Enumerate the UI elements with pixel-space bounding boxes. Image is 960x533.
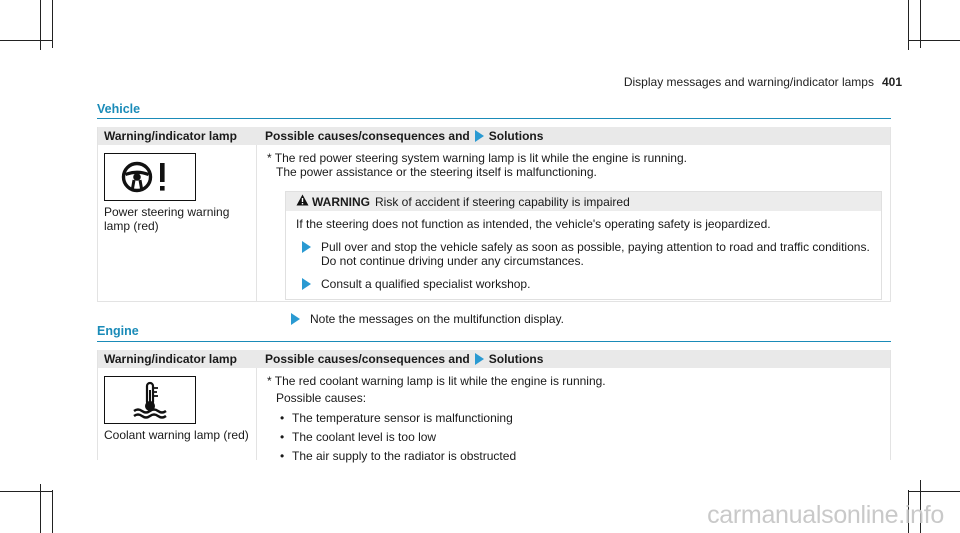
header-solutions-label: Solutions (488, 352, 544, 366)
header-causes (257, 352, 890, 366)
power-steering-warning-icon (104, 153, 196, 201)
header-causes (257, 129, 890, 143)
list-item: • The air supply to the radiator is obstructed (276, 449, 882, 463)
list-item: • The coolant level is too low (276, 430, 882, 444)
play-arrow-icon (475, 353, 484, 365)
warning-box (285, 191, 882, 300)
crop-mark (52, 0, 53, 48)
section-rule (97, 341, 891, 342)
header-causes-label: Possible causes/consequences and (265, 129, 470, 143)
section-rule (97, 118, 891, 119)
cause-text: * The red power steering system warning lamp is lit while the engine is running. (267, 151, 687, 165)
causes-list (267, 411, 882, 463)
section-title-engine: Engine (97, 324, 139, 338)
solution-step-text: Note the messages on the multifunction display. (310, 312, 564, 326)
table-row (98, 145, 890, 326)
warning-step-text: Consult a qualified specialist workshop. (321, 277, 531, 291)
warning-text: If the steering does not function as intended, the vehicle's operating safety is jeopardized. (296, 217, 771, 231)
warning-header (286, 192, 881, 211)
crop-mark (40, 0, 41, 50)
solution-step (285, 312, 882, 326)
crop-mark (908, 0, 909, 50)
table-row (98, 368, 890, 463)
page-header-title: Display messages and warning/indicator lamps (623, 75, 874, 89)
warning-triangle-icon (296, 194, 309, 209)
header-solutions-label: Solutions (488, 129, 544, 143)
coolant-temperature-icon (104, 376, 196, 424)
play-arrow-icon (302, 241, 311, 253)
lamp-label: Power steering warning lamp (red) (104, 205, 230, 233)
header-warning-lamp: Warning/indicator lamp (104, 129, 237, 143)
lamp-cell (98, 145, 257, 301)
header-causes-label: Possible causes/consequences and (265, 352, 470, 366)
crop-mark (908, 491, 960, 492)
watermark: carmanualsonline.info (707, 501, 944, 529)
warning-step (296, 240, 871, 268)
crop-mark (0, 491, 52, 492)
page-header (624, 75, 902, 89)
crop-mark (52, 490, 53, 533)
crop-mark (908, 40, 960, 41)
warning-label: WARNING (312, 194, 370, 209)
section-title-vehicle: Vehicle (97, 102, 141, 116)
crop-mark (0, 40, 52, 41)
play-arrow-icon (475, 130, 484, 142)
header-warning-lamp: Warning/indicator lamp (104, 352, 237, 366)
warning-step (296, 277, 871, 291)
lamp-label: Coolant warning lamp (red) (104, 428, 249, 442)
warning-headline: Risk of accident if steering capability is impaired (375, 194, 630, 209)
list-item: • The temperature sensor is malfunctioning (276, 411, 882, 425)
page-number: 401 (881, 75, 902, 89)
play-arrow-icon (302, 278, 311, 290)
warning-step-text: Pull over and stop the vehicle safely as soon as possible, paying attention to road and traffic conditions. Do not continue driving under any circumstances. (321, 240, 870, 268)
warning-body (286, 211, 881, 299)
table-header (98, 350, 890, 368)
causes-cell (257, 368, 890, 463)
causes-intro: Possible causes: (276, 391, 367, 405)
play-arrow-icon (291, 313, 300, 325)
cause-text: The power assistance or the steering itself is malfunctioning. (276, 165, 597, 179)
engine-table (97, 350, 891, 463)
lamp-cell (98, 368, 257, 460)
vehicle-table (97, 127, 891, 326)
causes-cell (257, 145, 890, 326)
cause-text: * The red coolant warning lamp is lit while the engine is running. (267, 374, 606, 388)
table-header (98, 127, 890, 145)
